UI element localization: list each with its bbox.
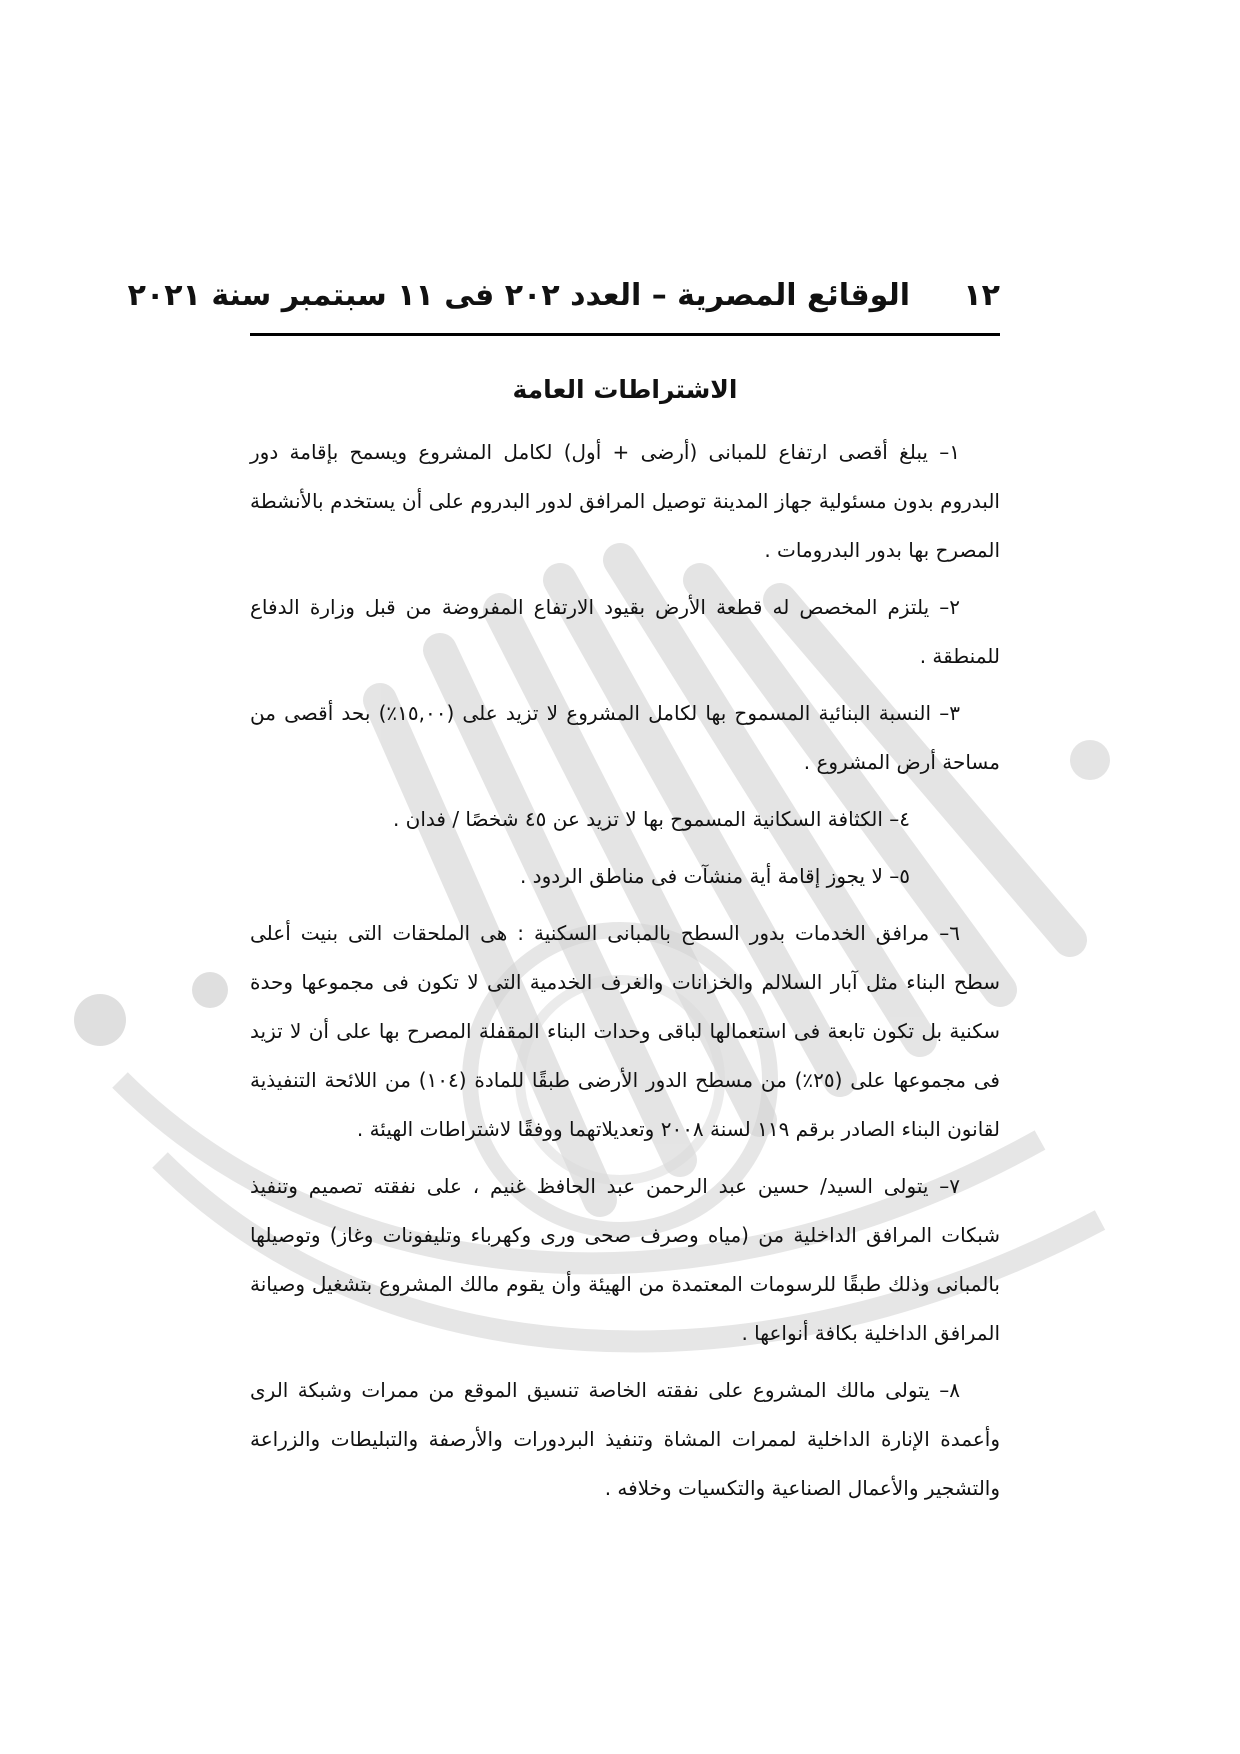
clause-5: ٥– لا يجوز إقامة أية منشآت فى مناطق الردود . (519, 864, 910, 888)
clause-2: ٢– يلتزم المخصص له قطعة الأرض بقيود الارتفاع المفروضة من قبل وزارة الدفاع للمنطقة . (250, 595, 1000, 668)
page-number: ١٢ (963, 278, 1000, 313)
page-header (127, 270, 1000, 328)
clause-7: ٧– يتولى السيد/ حسين عبد الرحمن عبد الحافظ غنيم ، على نفقته تصميم وتنفيذ شبكات المرافق الداخلية من (مياه وصرف صحى ورى وكهرباء وتليفونات وغاز) وتوصيلها بالمبانى وذلك طبقًا للرسومات المعتمدة من الهيئة وأن يقوم مالك المشروع بتشغيل وصيانة المرافق الداخلية بكافة أنواعها . (250, 1174, 1000, 1345)
clause-3: ٣– النسبة البنائية المسموح بها لكامل المشروع لا تزيد على (١٥,٠٠٪) بحد أقصى من مساحة أرض المشروع . (250, 701, 1000, 774)
section-title: الاشتراطات العامة (512, 375, 738, 404)
header-divider (250, 333, 1000, 336)
clause-6: ٦– مرافق الخدمات بدور السطح بالمبانى السكنية : هى الملحقات التى بنيت أعلى سطح البناء مثل آبار السلالم والخزانات والغرف الخدمية التى لا تكون فى مجموعها وحدة سكنية بل تكون تابعة فى استعمالها لباقى وحدات البناء المقفلة المصرح بها على أن لا تزيد فى مجموعها على (٢٥٪) من مسطح الدور الأرضى طبقًا للمادة (١٠٤) من اللائحة التنفيذية لقانون البناء الصادر برقم ١١٩ لسنة ٢٠٠٨ وتعديلاتهما ووفقًا لاشتراطات الهيئة . (250, 921, 1000, 1141)
clause-1: ١– يبلغ أقصى ارتفاع للمبانى (أرضى + أول) لكامل المشروع ويسمح بإقامة دور البدروم بدون مسئولية جهاز المدينة توصيل المرافق لدور البدروم على أن يستخدم بالأنشطة المصرح بها بدور البدرومات . (250, 440, 1000, 562)
clause-8: ٨– يتولى مالك المشروع على نفقته الخاصة تنسيق الموقع من ممرات وشبكة الرى وأعمدة الإنارة الداخلية لممرات المشاة وتنفيذ البردورات والأرصفة والتبليطات والزراعة والتشجير والأعمال الصناعية والتكسيات وخلافه . (250, 1378, 1000, 1500)
gazette-issue-title: الوقائع المصرية – العدد ٢٠٢ فى ١١ سبتمبر سنة ٢٠٢١ (127, 278, 910, 313)
clause-4: ٤– الكثافة السكانية المسموح بها لا تزيد عن ٤٥ شخصًا / فدان . (392, 807, 910, 831)
clauses-body (250, 428, 1000, 1521)
